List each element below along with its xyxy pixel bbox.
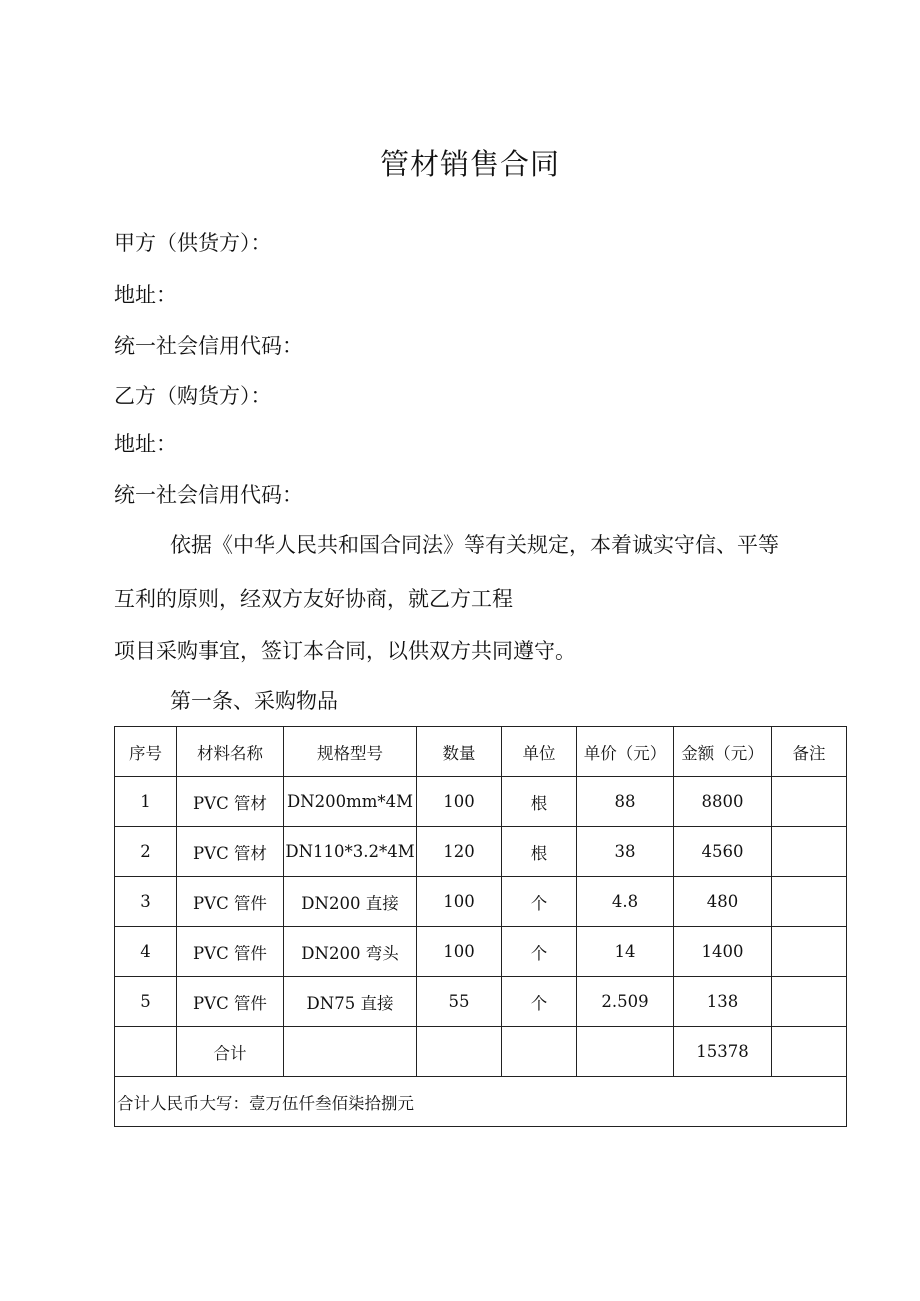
cell-spec: DN200mm*4M [284, 777, 417, 827]
cell-quantity: 55 [417, 977, 502, 1027]
total-empty-cell [417, 1027, 502, 1077]
party-a-credit-code-label: 统一社会信用代码： [114, 334, 303, 358]
total-label: 合计 [177, 1027, 284, 1077]
table-row [115, 777, 847, 827]
intro-paragraph-line-1: 依据《中华人民共和国合同法》等有关规定，本着诚实守信、平等 [170, 533, 779, 557]
cell-quantity: 100 [417, 877, 502, 927]
cell-spec: DN110*3.2*4M [284, 827, 417, 877]
cell-material-name: PVC 管材 [177, 777, 284, 827]
total-empty-cell [284, 1027, 417, 1077]
purchase-items-table [114, 726, 847, 1127]
table-header-row [115, 727, 847, 777]
party-b-credit-code-label: 统一社会信用代码： [114, 483, 303, 507]
table-row [115, 977, 847, 1027]
party-a-address-label: 地址： [114, 283, 177, 307]
cell-index: 5 [115, 977, 177, 1027]
cell-index: 1 [115, 777, 177, 827]
cell-index: 2 [115, 827, 177, 877]
cell-spec: DN200 弯头 [284, 927, 417, 977]
contract-title: 管材销售合同 [379, 147, 560, 181]
cell-material-name: PVC 管材 [177, 827, 284, 877]
cell-unit: 个 [502, 977, 577, 1027]
table-total-row [115, 1027, 847, 1077]
cell-amount: 8800 [674, 777, 772, 827]
cell-amount: 4560 [674, 827, 772, 877]
cell-quantity: 100 [417, 777, 502, 827]
header-material-name: 材料名称 [177, 727, 284, 777]
cell-unit: 根 [502, 777, 577, 827]
total-empty-cell [772, 1027, 847, 1077]
total-amount: 15378 [674, 1027, 772, 1077]
cell-remarks [772, 877, 847, 927]
header-amount: 金额（元） [674, 727, 772, 777]
header-index: 序号 [115, 727, 177, 777]
cell-amount: 480 [674, 877, 772, 927]
intro-paragraph-line-2: 互利的原则，经双方友好协商，就乙方工程 [114, 587, 513, 611]
cell-index: 3 [115, 877, 177, 927]
cell-unit-price: 88 [577, 777, 674, 827]
cell-remarks [772, 777, 847, 827]
cell-unit-price: 2.509 [577, 977, 674, 1027]
cell-quantity: 100 [417, 927, 502, 977]
table-row [115, 827, 847, 877]
cell-remarks [772, 927, 847, 977]
party-b-label: 乙方（购货方）： [114, 384, 272, 408]
cell-unit-price: 14 [577, 927, 674, 977]
cell-unit: 根 [502, 827, 577, 877]
header-unit-price: 单价（元） [577, 727, 674, 777]
cell-unit-price: 38 [577, 827, 674, 877]
article-1-heading: 第一条、采购物品 [170, 689, 338, 713]
intro-paragraph-line-3: 项目采购事宜，签订本合同，以供双方共同遵守。 [114, 639, 576, 663]
table-row [115, 927, 847, 977]
cell-unit: 个 [502, 927, 577, 977]
party-a-label: 甲方（供货方）： [114, 231, 272, 255]
total-in-words: 合计人民币大写：壹万伍仟叁佰柒拾捌元 [115, 1077, 847, 1127]
header-spec: 规格型号 [284, 727, 417, 777]
cell-index: 4 [115, 927, 177, 977]
header-quantity: 数量 [417, 727, 502, 777]
cell-spec: DN200 直接 [284, 877, 417, 927]
cell-unit-price: 4.8 [577, 877, 674, 927]
cell-amount: 1400 [674, 927, 772, 977]
header-remarks: 备注 [772, 727, 847, 777]
cell-material-name: PVC 管件 [177, 927, 284, 977]
total-empty-cell [577, 1027, 674, 1077]
table-row [115, 877, 847, 927]
header-unit: 单位 [502, 727, 577, 777]
cell-spec: DN75 直接 [284, 977, 417, 1027]
cell-material-name: PVC 管件 [177, 877, 284, 927]
total-empty-cell [115, 1027, 177, 1077]
cell-remarks [772, 977, 847, 1027]
cell-quantity: 120 [417, 827, 502, 877]
cell-remarks [772, 827, 847, 877]
party-b-address-label: 地址： [114, 432, 177, 456]
table-words-row [115, 1077, 847, 1127]
cell-amount: 138 [674, 977, 772, 1027]
cell-material-name: PVC 管件 [177, 977, 284, 1027]
total-empty-cell [502, 1027, 577, 1077]
cell-unit: 个 [502, 877, 577, 927]
